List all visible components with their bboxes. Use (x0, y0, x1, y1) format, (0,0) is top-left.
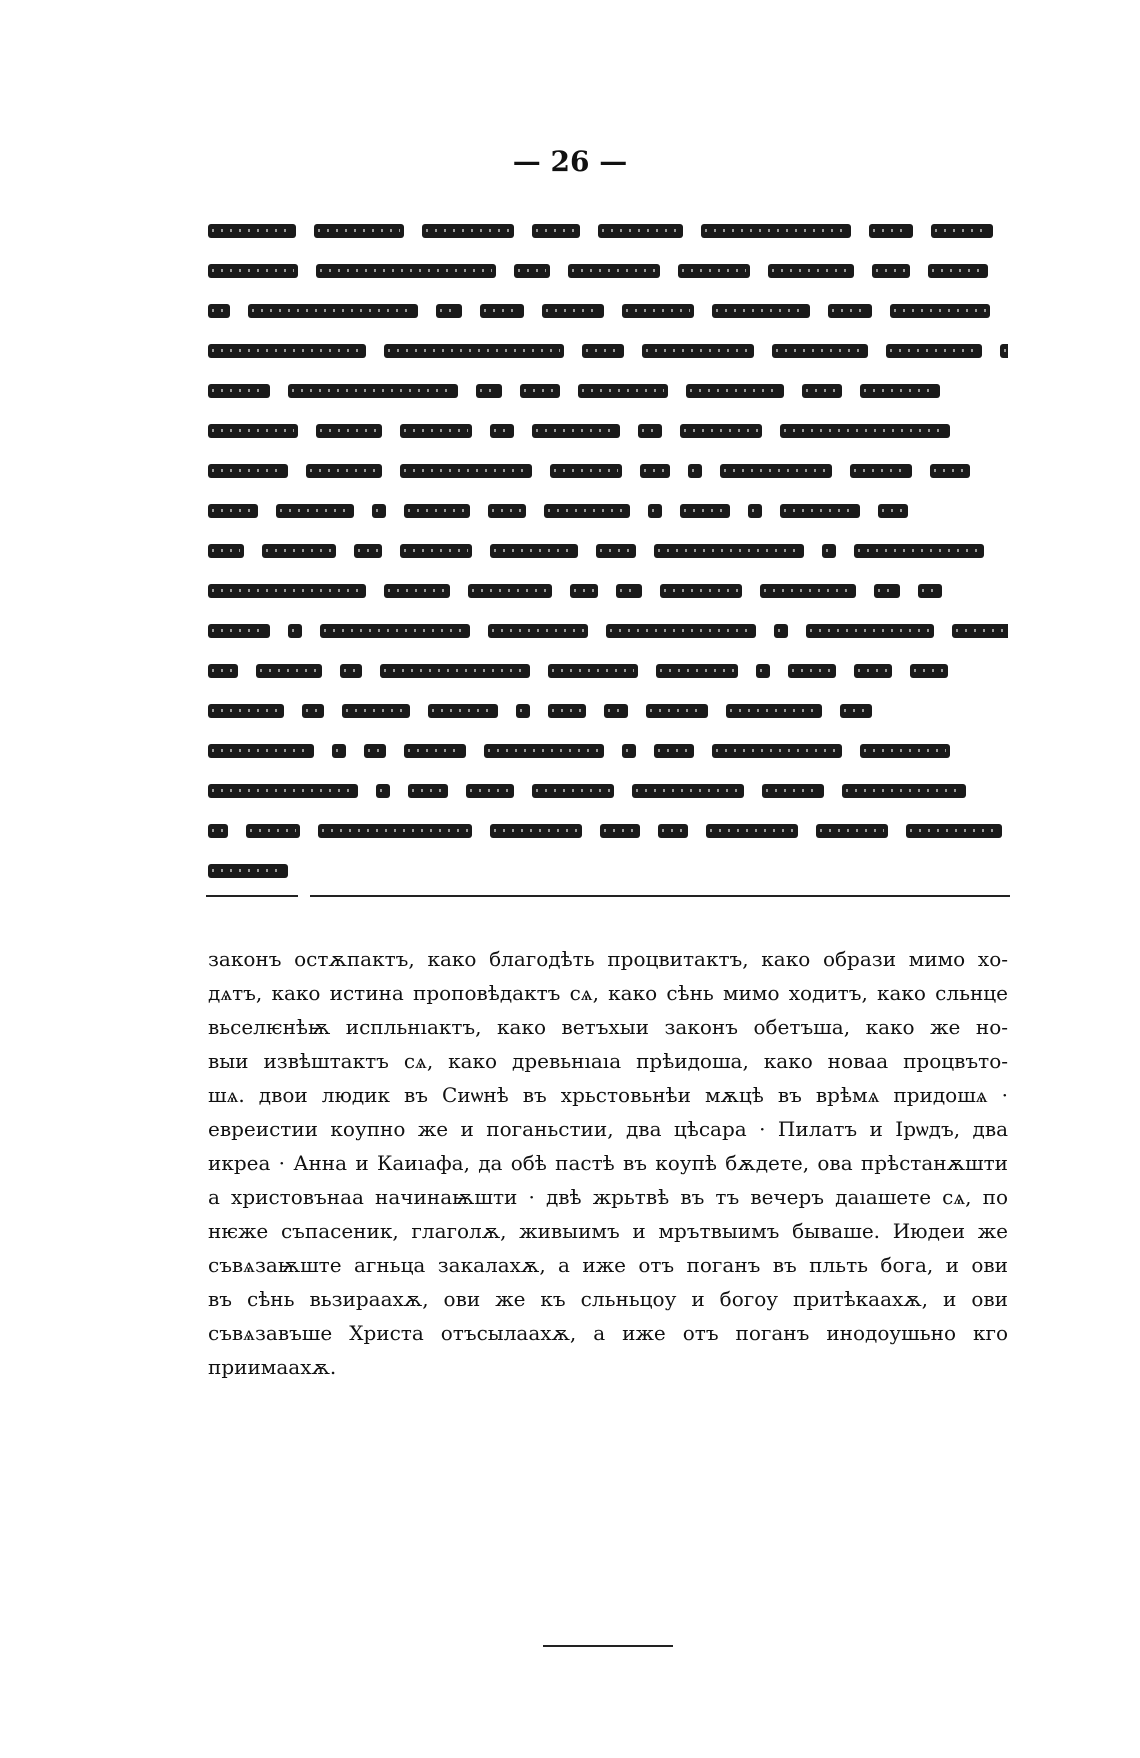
glagolitic-word (654, 744, 694, 758)
glagolitic-word (466, 784, 514, 798)
glagolitic-word (768, 264, 854, 278)
glagolitic-word (872, 264, 910, 278)
glagolitic-line (208, 770, 1008, 810)
glagolitic-word (372, 504, 386, 518)
glagolitic-word (869, 224, 913, 238)
glagolitic-word (726, 704, 822, 718)
glagolitic-word (400, 424, 472, 438)
end-rule (543, 1645, 673, 1647)
glagolitic-word (208, 264, 298, 278)
text-line: икреа · Анна и Каиıафа, да обѣ пастѣ въ коупѣ бѫдете, ова прѣстанѫшти (208, 1151, 1008, 1175)
glagolitic-word (314, 224, 404, 238)
glagolitic-word (408, 784, 448, 798)
glagolitic-word (712, 304, 810, 318)
glagolitic-word (422, 224, 514, 238)
glagolitic-word (906, 824, 1002, 838)
glagolitic-text-block (208, 210, 1008, 890)
glagolitic-word (436, 304, 462, 318)
glagolitic-word (806, 624, 934, 638)
glagolitic-word (532, 784, 614, 798)
glagolitic-word (208, 384, 270, 398)
glagolitic-word (678, 264, 750, 278)
glagolitic-line (208, 370, 1008, 410)
glagolitic-word (850, 464, 912, 478)
glagolitic-word (488, 504, 526, 518)
glagolitic-word (780, 424, 950, 438)
glagolitic-word (762, 784, 824, 798)
page-number: — 26 — (512, 145, 628, 178)
glagolitic-word (854, 664, 892, 678)
glagolitic-word (701, 224, 851, 238)
glagolitic-word (476, 384, 502, 398)
glagolitic-word (320, 624, 470, 638)
glagolitic-word (622, 304, 694, 318)
glagolitic-word (376, 784, 390, 798)
glagolitic-word (720, 464, 832, 478)
glagolitic-line (208, 570, 1008, 610)
glagolitic-word (550, 464, 622, 478)
glagolitic-word (208, 224, 296, 238)
glagolitic-word (606, 624, 756, 638)
glagolitic-word (318, 824, 472, 838)
glagolitic-word (760, 584, 856, 598)
glagolitic-word (910, 664, 948, 678)
divider-segment (310, 895, 1010, 897)
glagolitic-word (548, 704, 586, 718)
cyrillic-transliteration (208, 942, 1008, 1384)
glagolitic-word (354, 544, 382, 558)
text-line: вьселѥнѣѭ испльнıактъ, како ветъхыи законъ обетъша, како же но- (208, 1015, 1008, 1039)
glagolitic-word (288, 384, 458, 398)
glagolitic-word (878, 504, 908, 518)
glagolitic-word (514, 264, 550, 278)
glagolitic-word (548, 664, 638, 678)
glagolitic-line (208, 490, 1008, 530)
glagolitic-word (598, 224, 683, 238)
glagolitic-word (842, 784, 966, 798)
text-line: съвѧзавъше Христа отъсылаахѫ, а иже отъ поганъ инодоушьно кго (208, 1321, 1008, 1345)
glagolitic-word (364, 744, 386, 758)
glagolitic-word (288, 624, 302, 638)
glagolitic-word (656, 664, 738, 678)
glagolitic-line (208, 850, 1008, 890)
glagolitic-word (874, 584, 900, 598)
glagolitic-word (316, 424, 382, 438)
text-line: законъ остѫпактъ, како благодѣть процвитактъ, како образи мимо хо- (208, 947, 1008, 971)
glagolitic-line (208, 450, 1008, 490)
glagolitic-word (828, 304, 872, 318)
glagolitic-word (568, 264, 660, 278)
glagolitic-word (468, 584, 552, 598)
glagolitic-word (340, 664, 362, 678)
glagolitic-word (380, 664, 530, 678)
glagolitic-word (532, 424, 620, 438)
glagolitic-word (208, 784, 358, 798)
glagolitic-word (208, 824, 228, 838)
text-line: въ сѣнь вьзираахѫ, ови же къ сльньцоу и богоу притѣкаахѫ, и ови (208, 1287, 1008, 1311)
glagolitic-line (208, 530, 1008, 570)
glagolitic-word (928, 264, 988, 278)
glagolitic-line (208, 690, 1008, 730)
glagolitic-word (208, 464, 288, 478)
glagolitic-word (712, 744, 842, 758)
glagolitic-word (532, 224, 580, 238)
section-divider (206, 895, 1010, 898)
glagolitic-word (208, 344, 366, 358)
text-line: съвѧзаѭште агньца закалахѫ, а иже отъ поганъ въ пльть бога, и ови (208, 1253, 1008, 1277)
glagolitic-word (638, 424, 662, 438)
glagolitic-word (316, 264, 496, 278)
glagolitic-line (208, 730, 1008, 770)
glagolitic-word (616, 584, 642, 598)
glagolitic-word (658, 824, 688, 838)
glagolitic-word (756, 664, 770, 678)
glagolitic-word (860, 744, 950, 758)
glagolitic-word (488, 624, 588, 638)
glagolitic-word (788, 664, 836, 678)
text-line: шѧ. двои людик въ Сиѡнѣ въ хрьстовьнѣи мѫцѣ въ врѣмѧ придошѧ · (208, 1083, 1008, 1107)
text-line: а христовънаа начинаѭшти · двѣ жрьтвѣ въ тъ вечеръ даıашете сѧ, по (208, 1185, 1008, 1209)
glagolitic-word (246, 824, 300, 838)
glagolitic-word (384, 584, 450, 598)
glagolitic-word (646, 704, 708, 718)
glagolitic-word (822, 544, 836, 558)
glagolitic-word (660, 584, 742, 598)
glagolitic-word (208, 424, 298, 438)
glagolitic-word (208, 704, 284, 718)
text-line: выи извѣштактъ сѧ, како древьнıаıа прѣидоша, како новаа процвъто- (208, 1049, 1008, 1073)
glagolitic-word (490, 424, 514, 438)
glagolitic-word (208, 744, 314, 758)
glagolitic-word (680, 424, 762, 438)
glagolitic-word (520, 384, 560, 398)
glagolitic-word (642, 344, 754, 358)
text-line: нѥже съпасеник, глаголѫ, живыимъ и мрътвыимъ бываше. Июдеи же (208, 1219, 1008, 1243)
glagolitic-word (604, 704, 628, 718)
text-line: приимаахѫ. (208, 1355, 337, 1379)
glagolitic-word (570, 584, 598, 598)
glagolitic-word (480, 304, 524, 318)
glagolitic-word (780, 504, 860, 518)
glagolitic-word (860, 384, 940, 398)
glagolitic-word (578, 384, 668, 398)
glagolitic-word (774, 624, 788, 638)
glagolitic-word (400, 464, 532, 478)
glagolitic-word (748, 504, 762, 518)
glagolitic-word (600, 824, 640, 838)
glagolitic-line (208, 210, 1008, 250)
glagolitic-line (208, 330, 1008, 370)
glagolitic-word (262, 544, 336, 558)
glagolitic-word (490, 824, 582, 838)
glagolitic-word (706, 824, 798, 838)
glagolitic-word (688, 464, 702, 478)
glagolitic-word (622, 744, 636, 758)
glagolitic-word (654, 544, 804, 558)
glagolitic-line (208, 810, 1008, 850)
glagolitic-word (886, 344, 982, 358)
glagolitic-word (544, 504, 630, 518)
glagolitic-line (208, 290, 1008, 330)
glagolitic-word (208, 304, 230, 318)
glagolitic-word (686, 384, 784, 398)
glagolitic-word (208, 544, 244, 558)
glagolitic-line (208, 610, 1008, 650)
glagolitic-word (772, 344, 868, 358)
glagolitic-word (276, 504, 354, 518)
glagolitic-word (384, 344, 564, 358)
glagolitic-line (208, 250, 1008, 290)
glagolitic-word (490, 544, 578, 558)
glagolitic-word (632, 784, 744, 798)
glagolitic-word (640, 464, 670, 478)
glagolitic-word (516, 704, 530, 718)
glagolitic-word (306, 464, 382, 478)
glagolitic-word (208, 504, 258, 518)
divider-segment (206, 895, 298, 897)
text-line: евреистии коупно же и поганьстии, два цѣсара · Пилатъ и Ірѡдъ, два (208, 1117, 1008, 1141)
glagolitic-word (208, 864, 288, 878)
glagolitic-word (816, 824, 888, 838)
glagolitic-word (840, 704, 872, 718)
glagolitic-word (404, 504, 470, 518)
glagolitic-word (542, 304, 604, 318)
glagolitic-word (680, 504, 730, 518)
glagolitic-word (1000, 344, 1008, 358)
glagolitic-word (302, 704, 324, 718)
glagolitic-word (342, 704, 410, 718)
glagolitic-word (208, 664, 238, 678)
glagolitic-word (952, 624, 1008, 638)
glagolitic-word (582, 344, 624, 358)
glagolitic-line (208, 650, 1008, 690)
glagolitic-word (931, 224, 993, 238)
glagolitic-word (332, 744, 346, 758)
glagolitic-word (854, 544, 984, 558)
glagolitic-word (400, 544, 472, 558)
glagolitic-word (404, 744, 466, 758)
glagolitic-word (248, 304, 418, 318)
glagolitic-word (648, 504, 662, 518)
glagolitic-word (256, 664, 322, 678)
glagolitic-word (428, 704, 498, 718)
glagolitic-word (208, 584, 366, 598)
glagolitic-word (918, 584, 942, 598)
glagolitic-word (484, 744, 604, 758)
glagolitic-word (890, 304, 990, 318)
glagolitic-line (208, 410, 1008, 450)
glagolitic-word (208, 624, 270, 638)
glagolitic-word (930, 464, 970, 478)
text-line: дѧтъ, како истина проповѣдактъ сѧ, како сѣнь мимо ходитъ, како сльнце (208, 981, 1008, 1005)
glagolitic-word (596, 544, 636, 558)
glagolitic-word (802, 384, 842, 398)
